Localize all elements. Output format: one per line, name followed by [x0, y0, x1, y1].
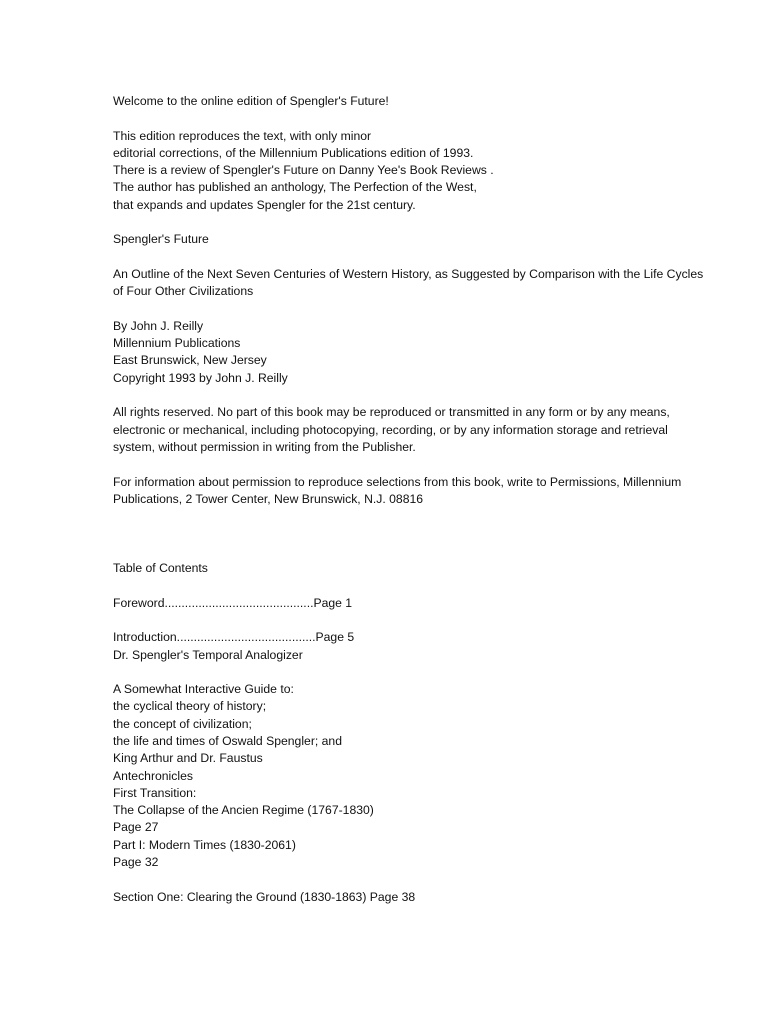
book-subtitle: An Outline of the Next Seven Centuries of Western History, as Suggested by Comparison with the Life Cycles of Four Other Civilizations [113, 266, 704, 299]
permissions-text: For information about permission to reproduce selections from this book, write to Permissions, Millennium Publications, 2 Tower Center, New Brunswick, N.J. 08816 [113, 474, 682, 506]
toc-page-number: Page 32 [113, 855, 159, 870]
spacer [113, 525, 713, 560]
toc-entry-foreword[interactable]: Foreword............................................Page 1 [113, 595, 353, 610]
toc-introduction-paragraph [113, 629, 713, 664]
toc-entry-part-one[interactable]: Part I: Modern Times (1830-2061) [113, 837, 296, 852]
author-line: By John J. Reilly [113, 318, 204, 333]
toc-page-number: Page 27 [113, 820, 159, 835]
document-page [113, 93, 713, 906]
copyright-line: Copyright 1993 by John J. Reilly [113, 370, 288, 385]
anthology-line[interactable]: The author has published an anthology, The Perfection of the West, [113, 180, 477, 195]
welcome-paragraph [113, 93, 713, 110]
book-title: Spengler's Future [113, 232, 209, 247]
toc-entry-analogizer[interactable]: Dr. Spengler's Temporal Analogizer [113, 647, 303, 662]
review-link-line[interactable]: There is a review of Spengler's Future on Danny Yee's Book Reviews . [113, 163, 494, 178]
toc-line: First Transition: [113, 785, 197, 800]
toc-heading: Table of Contents [113, 561, 208, 576]
toc-entry-introduction[interactable]: Introduction.........................................Page 5 [113, 630, 355, 645]
edition-line: editorial corrections, of the Millennium Publications edition of 1993. [113, 145, 474, 160]
toc-foreword-paragraph [113, 595, 713, 612]
book-title-paragraph [113, 231, 713, 248]
edition-line: This edition reproduces the text, with only minor [113, 128, 372, 143]
toc-line: the life and times of Oswald Spengler; and [113, 733, 342, 748]
rights-text: All rights reserved. No part of this book may be reproduced or transmitted in any form or by any means, electronic or mechanical, including photocopying, recording, or by any information storage and retrieval system, without permission in writing from the Publisher. [113, 405, 670, 454]
toc-line: the cyclical theory of history; [113, 699, 267, 714]
publisher-line: Millennium Publications [113, 336, 241, 351]
edition-line: that expands and updates Spengler for the 21st century. [113, 197, 416, 212]
toc-guide-paragraph [113, 681, 713, 871]
location-line: East Brunswick, New Jersey [113, 353, 267, 368]
toc-entry-section-one[interactable]: Section One: Clearing the Ground (1830-1863) Page 38 [113, 889, 416, 904]
edition-note [113, 128, 713, 214]
toc-section-one-paragraph [113, 889, 713, 906]
toc-line: King Arthur and Dr. Faustus [113, 751, 263, 766]
toc-entry-antechronicles[interactable]: Antechronicles [113, 768, 193, 783]
permissions-paragraph [113, 474, 713, 509]
toc-entry-first-transition[interactable]: The Collapse of the Ancien Regime (1767-1830) [113, 803, 374, 818]
toc-line: the concept of civilization; [113, 716, 252, 731]
welcome-text: Welcome to the online edition of Spengler's Future! [113, 94, 389, 108]
rights-paragraph [113, 404, 713, 456]
book-subtitle-paragraph [113, 266, 713, 301]
toc-heading-paragraph [113, 560, 713, 577]
byline-block [113, 318, 713, 387]
toc-line: A Somewhat Interactive Guide to: [113, 682, 294, 697]
